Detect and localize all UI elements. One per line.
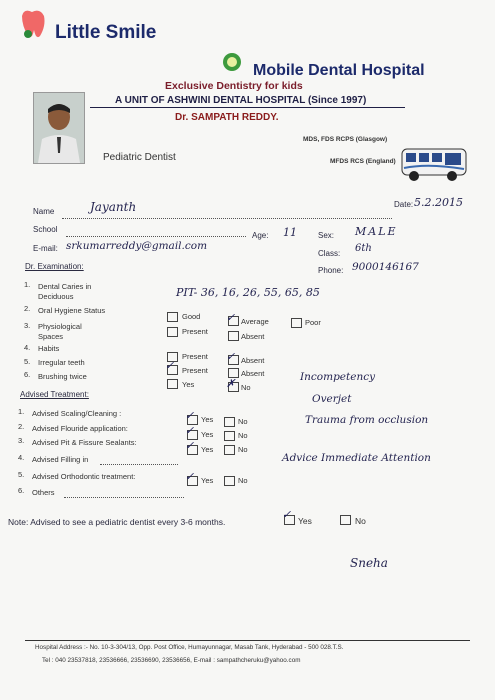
exam-label-2: Oral Hygiene Status	[38, 306, 106, 315]
note-yes-tick-icon: ✓	[282, 508, 292, 521]
irregular-present-label: Present	[182, 366, 208, 375]
exam-num-3: 3.	[24, 321, 31, 330]
scaling-yes-tick-icon: ✓	[185, 409, 195, 422]
doctor-name: Dr. SAMPATH REDDY.	[175, 112, 279, 123]
exam-label-6: Brushing twice	[38, 372, 87, 381]
phone-value: 9000146167	[352, 261, 419, 273]
class-label: Class:	[318, 249, 341, 258]
footer-phone: Tel : 040 23537818, 23536666, 23536690, 23536656, E-mail : sampathcheruku@yahoo.com	[42, 657, 301, 664]
spaces-present-checkbox[interactable]	[167, 327, 178, 337]
name-label: Name	[33, 207, 55, 216]
brushing-yes-checkbox[interactable]	[167, 379, 178, 389]
brand-right: Mobile Dental Hospital	[253, 62, 425, 79]
exam-label-5: Irregular teeth	[38, 358, 85, 367]
exam-num-5: 5.	[24, 357, 31, 366]
irregular-absent-label: Absent	[241, 369, 265, 378]
sealants-no-label: No	[238, 445, 248, 454]
treat-num-3: 3.	[18, 436, 25, 445]
name-value: Jayanth	[90, 200, 137, 214]
age-value: 11	[283, 226, 297, 239]
hygiene-poor-label: Poor	[305, 318, 321, 327]
spaces-absent-checkbox[interactable]	[228, 331, 239, 341]
treat-label-3: Advised Pit & Fissure Sealants:	[32, 438, 137, 447]
examination-heading: Dr. Examination:	[25, 262, 84, 271]
treatment-heading: Advised Treatment:	[20, 390, 89, 399]
others-line	[64, 497, 184, 498]
ortho-yes-tick-icon: ✓	[185, 470, 195, 483]
ortho-no-checkbox[interactable]	[224, 476, 235, 486]
brand-left: Little Smile	[55, 22, 157, 43]
scaling-yes-label: Yes	[201, 415, 214, 424]
email-value: srkumarreddy@gmail.com	[66, 240, 208, 252]
age-label: Age:	[252, 231, 269, 240]
name-line	[62, 218, 392, 219]
exam-num-6: 6.	[24, 370, 31, 379]
footer-address: Hospital Address :- No. 10-3-304/13, Opp. Post Office, Humayunnagar, Masab Tank, Hyderabad - 500 028.T.S.	[35, 644, 344, 651]
scaling-no-checkbox[interactable]	[224, 417, 235, 427]
fluoride-no-label: No	[238, 431, 248, 440]
note-overjet: Overjet	[312, 393, 352, 405]
hygiene-poor-checkbox[interactable]	[291, 318, 302, 328]
brushing-no-tick-icon: ✗	[226, 377, 236, 390]
note-yes-label: Yes	[298, 516, 312, 526]
doctor-photo	[33, 92, 85, 164]
treat-label-2: Advised Flouride application:	[32, 424, 128, 433]
fluoride-yes-label: Yes	[201, 430, 214, 439]
note-incompetency: Incompetency	[300, 371, 376, 383]
treat-label-1: Advised Scaling/Cleaning :	[32, 409, 122, 418]
treat-num-1: 1.	[18, 407, 25, 416]
brushing-yes-label: Yes	[182, 380, 195, 389]
school-label: School	[33, 225, 58, 234]
note-trauma: Trauma from occlusion	[305, 414, 429, 426]
irregular-present-tick-icon: ✓	[165, 359, 175, 372]
class-value: 6th	[355, 243, 372, 254]
note-text: Note: Advised to see a pediatric dentist every 3-6 months.	[8, 517, 226, 527]
phone-label: Phone:	[318, 266, 344, 275]
exam-label-3b: Spaces	[38, 332, 64, 341]
treat-num-2: 2.	[18, 422, 25, 431]
date-value: 5.2.2015	[414, 196, 463, 209]
doctor-degrees: MDS, FDS RCPS (Glasgow)	[303, 136, 388, 143]
date-label: Date:	[394, 200, 414, 209]
note-immediate-attention: Advice Immediate Attention	[282, 452, 431, 464]
exam-label-4: Habits	[38, 344, 60, 353]
scaling-no-label: No	[238, 417, 248, 426]
treat-num-4: 4.	[18, 453, 25, 462]
habits-absent-tick-icon: ✓	[226, 350, 236, 363]
exam-num-4: 4.	[24, 343, 31, 352]
unit-line: A UNIT OF ASHWINI DENTAL HOSPITAL (Since 1997)	[115, 95, 367, 106]
treat-num-6: 6.	[18, 486, 25, 495]
header-rule	[90, 107, 405, 108]
ortho-yes-label: Yes	[201, 476, 214, 485]
fluoride-no-checkbox[interactable]	[224, 431, 235, 441]
caries-value: PIT- 36, 16, 26, 55, 65, 85	[176, 286, 320, 299]
note-no-label: No	[355, 516, 366, 526]
mobile-van-icon	[398, 143, 470, 185]
exam-label-1b: Deciduous	[38, 292, 74, 301]
sex-value: MALE	[355, 225, 398, 238]
signature: Sneha	[350, 556, 388, 570]
hygiene-good-label: Good	[182, 312, 201, 321]
smile-logo-icon	[222, 52, 242, 72]
spaces-present-label: Present	[182, 327, 208, 336]
email-label: E-mail:	[33, 244, 58, 253]
role: Pediatric Dentist	[103, 152, 176, 163]
sex-label: Sex:	[318, 231, 335, 240]
treat-label-4: Advised Filling in	[32, 455, 89, 464]
fluoride-yes-tick-icon: ✓	[185, 424, 195, 437]
habits-absent-label: Absent	[241, 356, 265, 365]
brushing-no-label: No	[241, 383, 251, 392]
treat-label-5: Advised Orthodontic treatment:	[32, 472, 136, 481]
tooth-logo-left	[18, 6, 50, 42]
footer-rule	[25, 640, 470, 641]
ortho-no-label: No	[238, 476, 248, 485]
spaces-absent-label: Absent	[241, 332, 265, 341]
treat-label-6: Others	[32, 488, 55, 497]
hygiene-average-tick-icon: ✓	[226, 311, 236, 324]
school-line	[66, 236, 246, 237]
exam-num-1: 1.	[24, 280, 31, 289]
exam-num-2: 2.	[24, 304, 31, 313]
sealants-yes-label: Yes	[201, 445, 214, 454]
filling-line	[100, 464, 178, 465]
sealants-no-checkbox[interactable]	[224, 445, 235, 455]
exam-label-1: Dental Caries in	[38, 282, 92, 291]
hygiene-average-label: Average	[241, 317, 269, 326]
habits-present-label: Present	[182, 352, 208, 361]
treat-num-5: 5.	[18, 470, 25, 479]
note-no-checkbox[interactable]	[340, 515, 351, 525]
hygiene-good-checkbox[interactable]	[167, 312, 178, 322]
exam-label-3: Physiological	[38, 322, 82, 331]
sealants-yes-tick-icon: ✓	[185, 439, 195, 452]
tagline: Exclusive Dentistry for kids	[165, 80, 303, 92]
doctor-degrees-2: MFDS RCS (England)	[330, 158, 396, 165]
